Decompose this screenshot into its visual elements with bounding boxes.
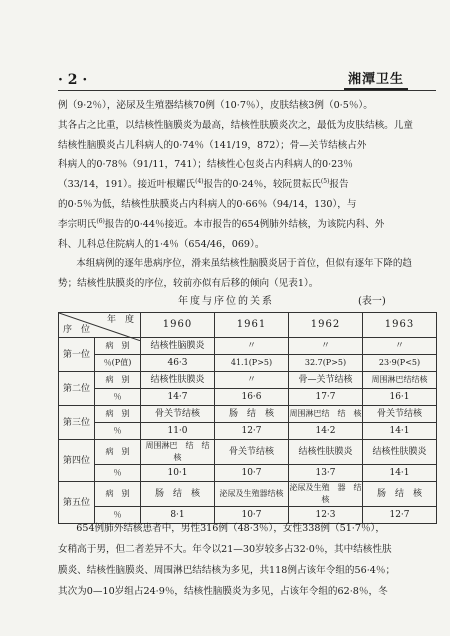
disease-cell: 肠 结 核	[215, 406, 289, 423]
disease-cell: 结核性肤膜炎	[289, 440, 363, 465]
ref-marker: (6)	[96, 217, 105, 225]
year-rank-table	[58, 312, 437, 524]
rank-label: 第四位	[59, 440, 95, 482]
text-line-with-refs: （33/14，191）。接近叶根耀氏$^{(4)}$报告的0·24％，较阮贯耘氏$^{(5)}$报告	[58, 178, 349, 191]
table-row	[59, 406, 437, 423]
ref-marker: (4)	[195, 178, 204, 185]
rank-label: 第一位	[59, 338, 95, 372]
pct-cell: 8·1	[141, 507, 215, 524]
pct-cell: 41.1(P>5)	[215, 355, 289, 372]
row-label-disease: 病 别	[95, 372, 141, 389]
table-caption	[58, 292, 438, 308]
rank-label: 第三位	[59, 406, 95, 440]
pct-cell: 14·7	[141, 389, 215, 406]
disease-cell: 肠 结 核	[363, 482, 437, 507]
pct-cell: 14·1	[363, 465, 437, 482]
disease-cell: 〃	[289, 338, 363, 355]
row-label-pct: ％(P值)	[95, 355, 141, 372]
disease-cell: 结核性肤膜炎	[363, 440, 437, 465]
text-line: 势；结核性肤膜炎的序位，较前亦似有后移的倾向（见表1）。	[58, 278, 319, 290]
disease-cell: 泌尿及生殖器结核	[215, 482, 289, 507]
pct-cell: 23·9(P<5)	[363, 355, 437, 372]
disease-cell: 泌尿及生殖 器 结 核	[289, 482, 363, 507]
year-header: 1961	[215, 313, 289, 338]
disease-cell: 〃	[215, 338, 289, 355]
pct-cell: 16·6	[215, 389, 289, 406]
table-row	[59, 440, 437, 465]
text-line: 本组病例的逐年患病序位，滑来虽结核性脑膜炎居于首位，但似有逐年下降的趋	[76, 258, 413, 270]
page-number: · 2 ·	[58, 72, 88, 88]
pct-cell: 46·3	[141, 355, 215, 372]
corner-cell	[59, 313, 141, 338]
table-number: (表一)	[358, 296, 386, 307]
disease-cell: 周围淋巴 结 结 核	[141, 440, 215, 465]
corner-year-label: 年 度	[106, 315, 134, 325]
text-line: 结核性脑膜炎占儿科病人的0·74％（141/19，872）；骨—关节结核占外	[58, 139, 367, 151]
disease-cell: 结核性脑膜炎	[141, 338, 215, 355]
row-label-pct: ％	[95, 389, 141, 406]
text-line-with-ref: 李宗明氏$^{(6)}$报告的0·44％接近。本市报告的654例肺外结核，为该院内科、外	[58, 217, 385, 230]
disease-cell: 肠 结 核	[141, 482, 215, 507]
year-header: 1963	[363, 313, 437, 338]
year-header: 1962	[289, 313, 363, 338]
body-text-top	[58, 96, 438, 294]
ref-marker: (5)	[320, 178, 330, 185]
pct-cell: 10·7	[215, 507, 289, 524]
table-row	[59, 355, 437, 372]
row-label-disease: 病 别	[95, 440, 141, 465]
disease-cell: 骨关节结核	[215, 440, 289, 465]
disease-cell: 骨—关节结核	[289, 372, 363, 389]
text-line: 科病人的0·78％（91/11，741）；结核性心包炎占内科病人的0·23％	[58, 159, 353, 171]
text-line: 其次为0—10岁组占24·9％，结核性脑膜炎为多见，占该年令组的62·8％，冬	[58, 586, 388, 597]
row-label-pct: ％	[95, 507, 141, 524]
pct-cell: 14·2	[289, 423, 363, 440]
pct-cell: 11·0	[141, 423, 215, 440]
table-row	[59, 482, 437, 507]
table-row	[59, 423, 437, 440]
disease-cell: 〃	[215, 372, 289, 389]
row-label-disease: 病 别	[95, 406, 141, 423]
header-rule	[58, 90, 436, 91]
text-line: 其各占之比重，以结核性脑膜炎为最高，结核性肤膜炎次之，最低为皮肤结核。儿童	[58, 119, 413, 131]
text-line: 女稍高于男，但二者差异不大。年令以21—30岁较多占32·0％，其中结核性肤	[58, 544, 392, 555]
pct-cell: 12·7	[215, 423, 289, 440]
pct-cell: 10·1	[141, 465, 215, 482]
table-row	[59, 389, 437, 406]
rank-label: 第五位	[59, 482, 95, 524]
table-row	[59, 372, 437, 389]
pct-cell: 12·7	[363, 507, 437, 524]
text-line: 科、儿科总住院病人的1·4％（654/46，069）。	[58, 238, 265, 250]
table-row	[59, 465, 437, 482]
table-title: 年度与序位的关系	[178, 296, 274, 307]
text-line: 例（9·2％），泌尿及生殖器结核70例（10·7％），皮肤结核3例（0·5％）。	[58, 100, 373, 111]
body-text-bottom	[58, 518, 438, 602]
rank-label: 第二位	[59, 372, 95, 406]
pct-cell: 10·7	[215, 465, 289, 482]
row-label-pct: ％	[95, 423, 141, 440]
disease-cell: 骨关节结核	[363, 406, 437, 423]
disease-cell: 骨关节结核	[141, 406, 215, 423]
pct-cell: 16·1	[363, 389, 437, 406]
disease-cell: 〃	[363, 338, 437, 355]
row-label-disease: 病 别	[95, 482, 141, 507]
text-line: 膜炎、结核性脑膜炎、周围淋巴结结核为多见，共118例占该年令组的56·4％；	[58, 565, 396, 576]
pct-cell: 32.7(P>5)	[289, 355, 363, 372]
disease-cell: 周围淋巴结结核	[363, 372, 437, 389]
table-header-row	[59, 313, 437, 338]
pct-cell: 13·7	[289, 465, 363, 482]
disease-cell: 周围淋巴结 结 核	[289, 406, 363, 423]
pct-cell: 17·7	[289, 389, 363, 406]
text-line: 的0·5％为低，结核性肤膜炎占内科病人的0·66％（94/14，130），与	[58, 198, 357, 210]
row-label-disease: 病 别	[95, 338, 141, 355]
corner-rank-label: 序 位	[63, 325, 91, 335]
text-line: 654例肺外结核患者中，男性316例（48·3％），女性338例（51·7％），	[76, 523, 385, 534]
disease-cell: 结核性肤膜炎	[141, 372, 215, 389]
year-header: 1960	[141, 313, 215, 338]
pct-cell: 12·3	[289, 507, 363, 524]
pct-cell: 14·1	[363, 423, 437, 440]
row-label-pct: ％	[95, 465, 141, 482]
journal-title: 湘潭卫生	[344, 68, 408, 90]
